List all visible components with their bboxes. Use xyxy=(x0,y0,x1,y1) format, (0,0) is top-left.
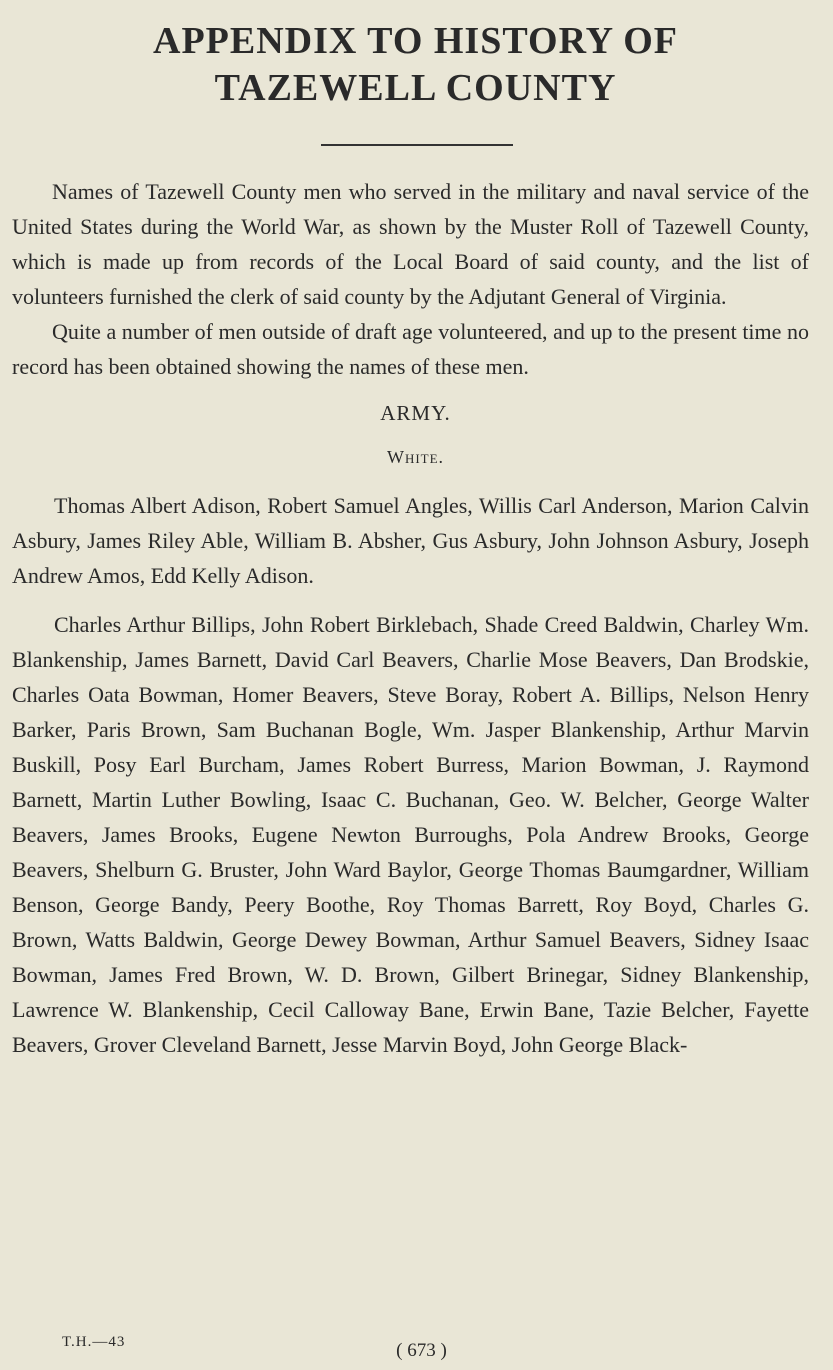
title-divider xyxy=(321,144,513,146)
section-heading-army: ARMY. xyxy=(380,401,451,425)
title-line-1: APPENDIX TO HISTORY OF xyxy=(153,20,678,62)
title-line-2: TAZEWELL COUNTY xyxy=(214,67,617,109)
page-title xyxy=(12,18,809,112)
intro-paragraph-1: Names of Tazewell County men who served in the military and naval service of the United States during the World War, as shown by the Muster Roll of Tazewell County, which is made up from records of the Local Board of said county, and the list of volunteers furnished the clerk of said county by the Adjutant General of Virginia. xyxy=(12,179,809,309)
names-paragraph-b: Charles Arthur Billips, John Robert Birklebach, Shade Creed Baldwin, Charley Wm. Blankenship, James Barnett, David Carl Beavers, Charlie Mose Beavers, Dan Brodskie, Charles Oata Bowman, Homer Beavers, Steve Boray, Robert A. Billips, Nelson Henry Barker, Paris Brown, Sam Buchanan Bogle, Wm. Jasper Blankenship, Arthur Marvin Buskill, Posy Earl Burcham, James Robert Burress, Marion Bowman, J. Raymond Barnett, Martin Luther Bowling, Isaac C. Buchanan, Geo. W. Belcher, George Walter Beavers, James Brooks, Eugene Newton Burroughs, Pola Andrew Brooks, George Beavers, Shelburn G. Bruster, John Ward Baylor, George Thomas Baumgardner, William Benson, George Bandy, Peery Boothe, Roy Thomas Barrett, Roy Boyd, Charles G. Brown, Watts Baldwin, George Dewey Bowman, Arthur Samuel Beavers, Sidney Isaac Bowman, James Fred Brown, W. D. Brown, Gilbert Brinegar, Sidney Blankenship, Lawrence W. Blankenship, Cecil Calloway Bane, Erwin Bane, Tazie Belcher, Fayette Beavers, Grover Cleveland Barnett, Jesse Marvin Boyd, John George Black- xyxy=(12,612,809,1057)
page-number: ( 673 ) xyxy=(396,1340,447,1361)
names-paragraph-a: Thomas Albert Adison, Robert Samuel Angles, Willis Carl Anderson, Marion Calvin Asbury, James Riley Able, William B. Absher, Gus Asbury, John Johnson Asbury, Joseph Andrew Amos, Edd Kelly Adison. xyxy=(12,493,809,588)
subsection-heading-white: White. xyxy=(386,447,445,467)
signature-mark: T.H.—43 xyxy=(62,1334,126,1350)
intro-paragraph-2: Quite a number of men outside of draft age volunteered, and up to the present time no record has been obtained showing the names of these men. xyxy=(12,319,809,379)
